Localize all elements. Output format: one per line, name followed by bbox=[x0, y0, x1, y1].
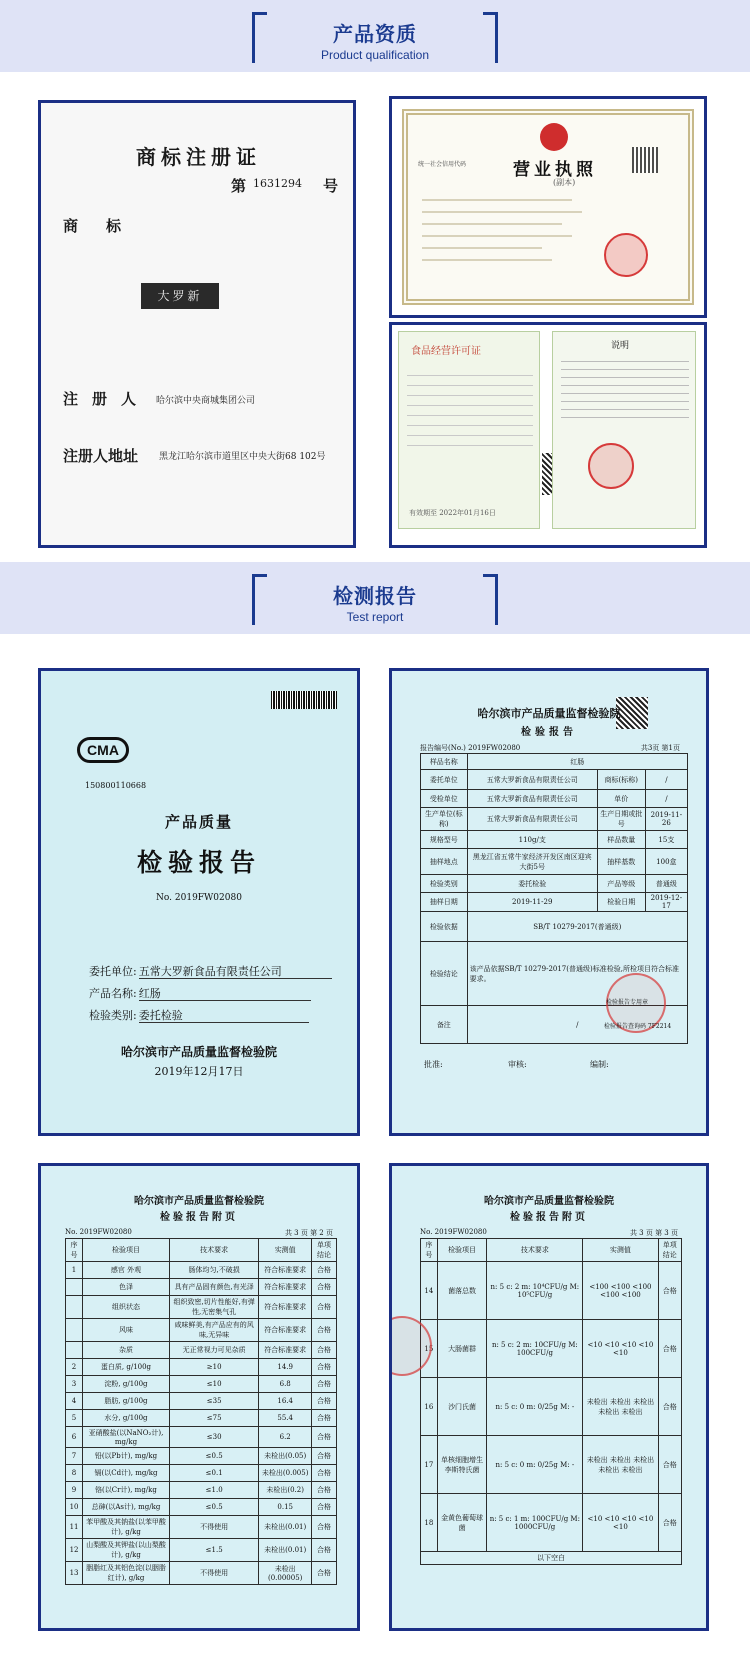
table-cell: 15 bbox=[421, 1320, 438, 1378]
table-cell: 普通级 bbox=[645, 875, 687, 893]
red-seal-icon bbox=[604, 233, 648, 277]
table-cell: 肠体均匀,不破损 bbox=[169, 1262, 259, 1279]
table-cell: 感官 外观 bbox=[83, 1262, 170, 1279]
table-cell: 未检出(0.01) bbox=[259, 1539, 311, 1562]
cover-product-label: 产品名称: bbox=[89, 987, 137, 1000]
table-row bbox=[421, 849, 688, 875]
table-cell: 单项结论 bbox=[311, 1239, 336, 1262]
report-page-2[interactable] bbox=[38, 1163, 360, 1631]
table-cell: 合格 bbox=[311, 1562, 336, 1585]
table-cell: ≤0.5 bbox=[169, 1499, 259, 1516]
table-row bbox=[421, 808, 688, 831]
table-cell: 不得使用 bbox=[169, 1516, 259, 1539]
table-cell: n: 5 c: 0 m: 0/25g M: - bbox=[487, 1436, 583, 1494]
table-cell: 检验结论 bbox=[421, 942, 468, 1006]
table-cell: 水分, g/100g bbox=[83, 1410, 170, 1427]
table-row bbox=[66, 1376, 337, 1393]
table-cell: 16.4 bbox=[259, 1393, 311, 1410]
section-title-en: Test report bbox=[346, 610, 404, 624]
license-text-line bbox=[422, 235, 572, 237]
national-emblem-icon bbox=[540, 123, 568, 151]
table-row bbox=[66, 1516, 337, 1539]
table-cell: ≤75 bbox=[169, 1410, 259, 1427]
table-cell: 委托检验 bbox=[467, 875, 597, 893]
table-cell: 规格型号 bbox=[421, 831, 468, 849]
table-row bbox=[66, 1262, 337, 1279]
table-cell: 符合标准要求 bbox=[259, 1262, 311, 1279]
table-cell: SB/T 10279-2017(普通级) bbox=[467, 912, 687, 942]
report1-org: 哈尔滨市产品质量监督检验院 bbox=[477, 707, 621, 720]
table-cell: 生产单位(标称) bbox=[421, 808, 468, 831]
table-cell: 组织状态 bbox=[83, 1296, 170, 1319]
license-text-line bbox=[422, 247, 542, 249]
table-row bbox=[421, 790, 688, 808]
table-cell: 2019-12-17 bbox=[645, 893, 687, 912]
report1-page: 共3页 第1页 bbox=[640, 744, 680, 752]
table-cell: / bbox=[645, 790, 687, 808]
report1-title: 检验报告 bbox=[521, 727, 577, 738]
table-cell: n: 5 c: 2 m: 10CFU/g M: 100CFU/g bbox=[487, 1320, 583, 1378]
table-cell: 抽样地点 bbox=[421, 849, 468, 875]
table-row bbox=[66, 1393, 337, 1410]
table-row bbox=[66, 1499, 337, 1516]
table-cell: / bbox=[467, 1006, 687, 1044]
trademark-certificate[interactable] bbox=[38, 100, 356, 548]
food-license-title: 食品经营许可证 bbox=[411, 346, 481, 357]
table-cell: 咸味鲜美,有产品应有的风味,无异味 bbox=[169, 1319, 259, 1342]
table-cell: 色泽 bbox=[83, 1279, 170, 1296]
table-cell: ≤35 bbox=[169, 1393, 259, 1410]
cover-title-2: 检验报告 bbox=[136, 848, 261, 877]
table-row bbox=[66, 1465, 337, 1482]
table-cell: 脂肪, g/100g bbox=[83, 1393, 170, 1410]
table-cell: 合格 bbox=[311, 1319, 336, 1342]
cover-client-row bbox=[89, 963, 332, 979]
table-cell: 胭脂红及其铝色淀(以胭脂红计), g/kg bbox=[83, 1562, 170, 1585]
cover-product-row bbox=[89, 985, 311, 1001]
table-cell: 商标(标称) bbox=[597, 770, 645, 790]
section-title-test-report bbox=[252, 574, 498, 622]
table-row bbox=[66, 1319, 337, 1342]
license-subtitle: (副本) bbox=[553, 178, 576, 187]
table-cell: 7 bbox=[66, 1448, 83, 1465]
table-cell: 10 bbox=[66, 1499, 83, 1516]
table-cell: 4 bbox=[66, 1393, 83, 1410]
trademark-brand-label: 商标 bbox=[63, 217, 150, 235]
table-cell: 大肠菌群 bbox=[437, 1320, 487, 1378]
table-row bbox=[421, 770, 688, 790]
cover-type-label: 检验类别: bbox=[89, 1009, 137, 1022]
section-title-qualification bbox=[252, 12, 498, 60]
table-cell bbox=[66, 1279, 83, 1296]
table-cell: 检验依据 bbox=[421, 912, 468, 942]
table-cell: 合格 bbox=[311, 1376, 336, 1393]
table-cell: 抽样日期 bbox=[421, 893, 468, 912]
table-cell: ≤1.5 bbox=[169, 1539, 259, 1562]
table-cell: n: 5 c: 0 m: 0/25g M: - bbox=[487, 1378, 583, 1436]
license-text-line bbox=[422, 199, 572, 201]
table-cell: 18 bbox=[421, 1494, 438, 1552]
trademark-registrant: 哈尔滨中央商城集团公司 bbox=[156, 396, 256, 406]
table-cell: 符合标准要求 bbox=[259, 1279, 311, 1296]
table-cell: 2019-11-26 bbox=[645, 808, 687, 831]
table-cell: 未检出(0.2) bbox=[259, 1482, 311, 1499]
cover-type-row bbox=[89, 1007, 309, 1023]
table-row bbox=[421, 912, 688, 942]
table-row bbox=[421, 1378, 682, 1436]
table-cell: 检验项目 bbox=[437, 1239, 487, 1262]
report1-seal-text: 检验报告专用章 bbox=[606, 999, 649, 1006]
table-cell: n: 5 c: 1 m: 100CFU/g M: 1000CFU/g bbox=[487, 1494, 583, 1552]
table-cell: 样品数量 bbox=[597, 831, 645, 849]
food-license-notes-title: 说明 bbox=[611, 341, 630, 351]
red-seal-icon bbox=[588, 443, 634, 489]
table-cell: 8 bbox=[66, 1465, 83, 1482]
table-row bbox=[66, 1539, 337, 1562]
table-cell: 合格 bbox=[311, 1359, 336, 1376]
table-cell: 红肠 bbox=[467, 754, 687, 770]
section-title-cn: 产品资质 bbox=[333, 22, 417, 46]
table-cell: 合格 bbox=[311, 1448, 336, 1465]
table-cell: n: 5 c: 2 m: 10⁴CFU/g M: 10⁵CFU/g bbox=[487, 1262, 583, 1320]
report-page-1[interactable] bbox=[389, 668, 709, 1136]
report3-title: 检验报告附页 bbox=[510, 1212, 588, 1223]
table-cell: 委托单位 bbox=[421, 770, 468, 790]
table-row bbox=[66, 1410, 337, 1427]
trademark-no-suffix: 号 bbox=[323, 177, 339, 195]
table-cell: <100 <100 <100 <100 <100 bbox=[583, 1262, 658, 1320]
license-text-line bbox=[422, 259, 552, 261]
table-cell: 合格 bbox=[658, 1262, 681, 1320]
table-cell: 13 bbox=[66, 1562, 83, 1585]
cover-org: 哈尔滨市产品质量监督检验院 bbox=[120, 1045, 277, 1059]
table-cell: 金黄色葡萄球菌 bbox=[437, 1494, 487, 1552]
table-cell: 山梨酸及其钾盐(以山梨酸计), g/kg bbox=[83, 1539, 170, 1562]
table-row bbox=[66, 1448, 337, 1465]
section-title-cn: 检测报告 bbox=[333, 584, 417, 608]
food-license-notes-lines bbox=[561, 354, 689, 424]
table-cell: 6.8 bbox=[259, 1376, 311, 1393]
table-cell: 11 bbox=[66, 1516, 83, 1539]
table-cell: 合格 bbox=[311, 1262, 336, 1279]
table-cell: 生产日期或批号 bbox=[597, 808, 645, 831]
table-cell: 17 bbox=[421, 1436, 438, 1494]
table-cell: 杂质 bbox=[83, 1342, 170, 1359]
table-cell: 该产品依据SB/T 10279-2017(普通级)标准检验,所检项目符合标准要求。 bbox=[467, 942, 687, 1006]
table-cell: 检验类别 bbox=[421, 875, 468, 893]
report1-approve: 批准: bbox=[424, 1060, 443, 1069]
table-cell: 未检出(0.01) bbox=[259, 1516, 311, 1539]
table-cell: 单价 bbox=[597, 790, 645, 808]
table-cell: 合格 bbox=[311, 1516, 336, 1539]
table-cell: 合格 bbox=[658, 1378, 681, 1436]
table-cell: 五常大罗新食品有限责任公司 bbox=[467, 790, 597, 808]
table-row bbox=[421, 1494, 682, 1552]
table-cell: 铅(以Pb计), mg/kg bbox=[83, 1448, 170, 1465]
table-cell: 合格 bbox=[311, 1465, 336, 1482]
table-cell: 合格 bbox=[311, 1539, 336, 1562]
table-cell: 实测值 bbox=[583, 1239, 658, 1262]
food-business-license[interactable] bbox=[389, 322, 707, 548]
table-cell: 6 bbox=[66, 1427, 83, 1448]
table-row bbox=[66, 1342, 337, 1359]
table-cell: 合格 bbox=[311, 1393, 336, 1410]
section-title-en: Product qualification bbox=[320, 48, 430, 62]
table-cell: 沙门氏菌 bbox=[437, 1378, 487, 1436]
trademark-address-label: 注册人地址 bbox=[63, 447, 139, 465]
report1-seal-code: 检验报告查询码 7F2214 bbox=[604, 1023, 672, 1030]
table-cell: 15支 bbox=[645, 831, 687, 849]
table-cell: 受检单位 bbox=[421, 790, 468, 808]
table-cell: 合格 bbox=[311, 1427, 336, 1448]
report2-org: 哈尔滨市产品质量监督检验院 bbox=[134, 1196, 264, 1207]
table-cell: ≤0.5 bbox=[169, 1448, 259, 1465]
table-cell: 抽样基数 bbox=[597, 849, 645, 875]
table-cell: 技术要求 bbox=[487, 1239, 583, 1262]
table-cell: 符合标准要求 bbox=[259, 1342, 311, 1359]
table-footer-row bbox=[421, 1552, 682, 1565]
report3-page: 共 3 页 第 3 页 bbox=[629, 1229, 678, 1237]
table-row bbox=[66, 1359, 337, 1376]
trademark-no-label: 第 bbox=[231, 177, 247, 195]
report1-compile: 编制: bbox=[590, 1060, 609, 1069]
table-cell: 5 bbox=[66, 1410, 83, 1427]
business-license[interactable] bbox=[389, 96, 707, 318]
report2-page: 共 3 页 第 2 页 bbox=[284, 1229, 333, 1237]
table-cell: 14.9 bbox=[259, 1359, 311, 1376]
table-cell: 序号 bbox=[421, 1239, 438, 1262]
table-header-row bbox=[66, 1239, 337, 1262]
cover-date: 2019年12月17日 bbox=[154, 1065, 244, 1078]
cover-title-1: 产品质量 bbox=[164, 813, 233, 831]
table-cell: 符合标准要求 bbox=[259, 1296, 311, 1319]
table-cell: 合格 bbox=[658, 1436, 681, 1494]
report2-no: No. 2019FW02080 bbox=[65, 1228, 132, 1236]
cover-client: 五常大罗新食品有限责任公司 bbox=[139, 965, 332, 979]
table-row bbox=[421, 754, 688, 770]
table-row bbox=[421, 875, 688, 893]
table-cell: 黑龙江省五常牛家经济开发区南区迎宾大街5号 bbox=[467, 849, 597, 875]
qr-code-icon bbox=[632, 147, 658, 173]
table-cell: 苯甲酸及其钠盐(以苯甲酸计), g/kg bbox=[83, 1516, 170, 1539]
food-license-front bbox=[398, 331, 540, 529]
table-cell: 100盒 bbox=[645, 849, 687, 875]
trademark-no: 1631294 bbox=[253, 177, 302, 190]
trademark-title: 商标注册证 bbox=[136, 145, 261, 169]
table-cell bbox=[66, 1342, 83, 1359]
table-cell: ≤30 bbox=[169, 1427, 259, 1448]
table-cell: 具有产品固有颜色,有光泽 bbox=[169, 1279, 259, 1296]
table-cell: 以下空白 bbox=[421, 1552, 682, 1565]
table-cell: 检验项目 bbox=[83, 1239, 170, 1262]
table-cell: ≤10 bbox=[169, 1376, 259, 1393]
trademark-registrant-label: 注册人 bbox=[63, 390, 151, 408]
table-cell: ≥10 bbox=[169, 1359, 259, 1376]
barcode-icon bbox=[271, 691, 337, 709]
table-cell: 1 bbox=[66, 1262, 83, 1279]
table-cell: 淀粉, g/100g bbox=[83, 1376, 170, 1393]
report2-table bbox=[65, 1238, 337, 1585]
table-cell: 未检出(0.00005) bbox=[259, 1562, 311, 1585]
report-cover[interactable] bbox=[38, 668, 360, 1136]
table-cell: 3 bbox=[66, 1376, 83, 1393]
table-row bbox=[421, 1320, 682, 1378]
table-cell: 14 bbox=[421, 1262, 438, 1320]
table-cell: ≤1.0 bbox=[169, 1482, 259, 1499]
license-code-label: 统一社会信用代码 bbox=[418, 161, 467, 168]
table-cell: 合格 bbox=[311, 1499, 336, 1516]
table-cell: 合格 bbox=[658, 1320, 681, 1378]
cover-type: 委托检验 bbox=[139, 1009, 309, 1023]
table-cell: <10 <10 <10 <10 <10 bbox=[583, 1494, 658, 1552]
table-row bbox=[66, 1427, 337, 1448]
table-cell: 未检出 未检出 未检出 未检出 未检出 bbox=[583, 1378, 658, 1436]
report1-review: 审核: bbox=[508, 1060, 527, 1069]
table-cell: 合格 bbox=[311, 1482, 336, 1499]
table-cell: 五常大罗新食品有限责任公司 bbox=[467, 770, 597, 790]
table-cell: 五常大罗新食品有限责任公司 bbox=[467, 808, 597, 831]
table-cell: 110g/支 bbox=[467, 831, 597, 849]
food-license-date: 有效期至 2022年01月16日 bbox=[409, 509, 496, 517]
table-cell: 55.4 bbox=[259, 1410, 311, 1427]
table-cell: 单核细胞增生李斯特氏菌 bbox=[437, 1436, 487, 1494]
table-cell: 备注 bbox=[421, 1006, 468, 1044]
table-cell: 亚硝酸盐(以NaNO₂计), mg/kg bbox=[83, 1427, 170, 1448]
table-cell: 合格 bbox=[658, 1494, 681, 1552]
table-cell: 不得使用 bbox=[169, 1562, 259, 1585]
table-cell: 合格 bbox=[311, 1296, 336, 1319]
food-license-text-lines bbox=[407, 366, 533, 446]
table-cell: 样品名称 bbox=[421, 754, 468, 770]
license-text-line bbox=[422, 223, 562, 225]
cma-logo: CMA bbox=[77, 737, 129, 763]
table-cell: 2019-11-29 bbox=[467, 893, 597, 912]
table-row bbox=[66, 1562, 337, 1585]
cover-serial: 150800110668 bbox=[85, 781, 147, 790]
table-cell: 总砷(以As计), mg/kg bbox=[83, 1499, 170, 1516]
table-cell: 合格 bbox=[311, 1279, 336, 1296]
report3-no: No. 2019FW02080 bbox=[420, 1228, 487, 1236]
table-cell: 12 bbox=[66, 1539, 83, 1562]
report3-table bbox=[420, 1238, 682, 1565]
table-cell: 单项结论 bbox=[658, 1239, 681, 1262]
report1-no: 报告编号(No.) 2019FW02080 bbox=[420, 744, 521, 752]
cover-product: 红肠 bbox=[139, 987, 311, 1001]
table-row bbox=[421, 893, 688, 912]
table-cell: 未检出 未检出 未检出 未检出 未检出 bbox=[583, 1436, 658, 1494]
license-title: 营业执照 bbox=[513, 160, 597, 180]
table-cell: 序号 bbox=[66, 1239, 83, 1262]
table-cell: 0.15 bbox=[259, 1499, 311, 1516]
table-cell: 6.2 bbox=[259, 1427, 311, 1448]
table-cell: 实测值 bbox=[259, 1239, 311, 1262]
table-cell: 镉(以Cd计), mg/kg bbox=[83, 1465, 170, 1482]
table-cell: 合格 bbox=[311, 1342, 336, 1359]
table-cell: 合格 bbox=[311, 1410, 336, 1427]
table-cell: 产品等级 bbox=[597, 875, 645, 893]
table-row bbox=[421, 1262, 682, 1320]
report3-org: 哈尔滨市产品质量监督检验院 bbox=[484, 1196, 614, 1207]
table-cell bbox=[66, 1319, 83, 1342]
cover-client-label: 委托单位: bbox=[89, 965, 137, 978]
table-cell: 未检出(0.05) bbox=[259, 1448, 311, 1465]
table-cell: 菌落总数 bbox=[437, 1262, 487, 1320]
report2-title: 检验报告附页 bbox=[160, 1212, 238, 1223]
table-cell: 技术要求 bbox=[169, 1239, 259, 1262]
table-cell: 蛋白质, g/100g bbox=[83, 1359, 170, 1376]
table-cell: 无正常视力可见杂质 bbox=[169, 1342, 259, 1359]
trademark-address: 黑龙江哈尔滨市道里区中央大街68 102号 bbox=[159, 452, 326, 462]
table-cell: 检验日期 bbox=[597, 893, 645, 912]
table-cell: <10 <10 <10 <10 <10 bbox=[583, 1320, 658, 1378]
table-cell: 铬(以Cr计), mg/kg bbox=[83, 1482, 170, 1499]
table-cell: / bbox=[645, 770, 687, 790]
table-cell: ≤0.1 bbox=[169, 1465, 259, 1482]
license-text-line bbox=[422, 211, 582, 213]
report-page-3[interactable] bbox=[389, 1163, 709, 1631]
table-row bbox=[421, 1436, 682, 1494]
trademark-brand-stamp: 大罗新 bbox=[141, 283, 219, 309]
table-row bbox=[66, 1296, 337, 1319]
table-cell: 2 bbox=[66, 1359, 83, 1376]
table-cell: 16 bbox=[421, 1378, 438, 1436]
food-license-notes bbox=[552, 331, 696, 529]
cover-report-no: No. 2019FW02080 bbox=[156, 893, 242, 903]
license-border bbox=[402, 109, 694, 305]
table-header-row bbox=[421, 1239, 682, 1262]
table-row bbox=[66, 1482, 337, 1499]
table-cell: 组织致密,切片性能好,有弹性,无密集气孔 bbox=[169, 1296, 259, 1319]
table-cell: 未检出(0.005) bbox=[259, 1465, 311, 1482]
table-cell: 9 bbox=[66, 1482, 83, 1499]
table-cell: 符合标准要求 bbox=[259, 1319, 311, 1342]
table-cell: 风味 bbox=[83, 1319, 170, 1342]
table-row bbox=[421, 831, 688, 849]
table-row bbox=[66, 1279, 337, 1296]
table-cell bbox=[66, 1296, 83, 1319]
